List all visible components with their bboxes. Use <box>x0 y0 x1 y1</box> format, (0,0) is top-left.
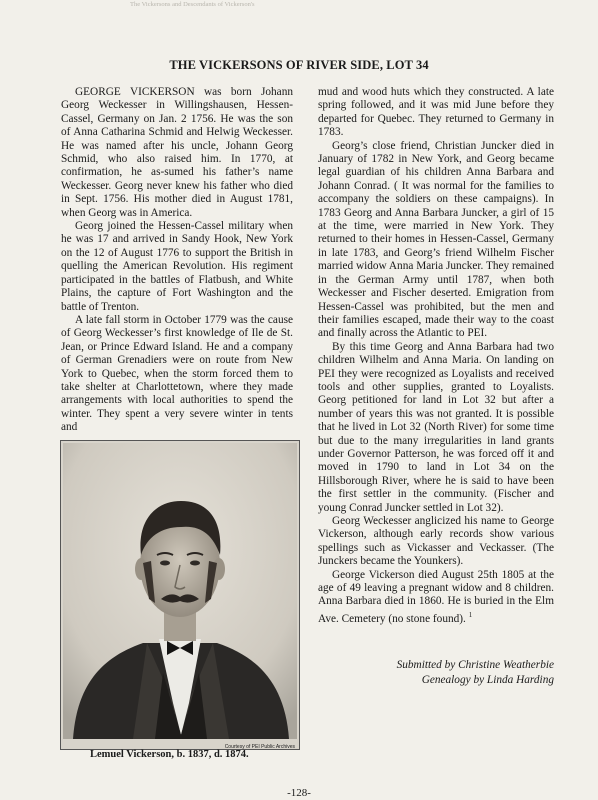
page-number: -128- <box>287 787 311 799</box>
bleed-line: The Vickersons and Descendants of Vickerson's <box>130 1 255 8</box>
portrait-photo <box>60 440 300 750</box>
paragraph: GEORGE VICKERSON was born Johann Georg Weckesser in Willingshausen, Hessen-Cassel, Germany on Jan. 2 1756. He was the son of Anna Catharina Schmid and Helwig Weckesser. He was named after his uncle, Johann Georg Schmid, who also raised him. In 1770, at confirmation, he as-sumed his father’s name Weckesser. Georg never knew his father who died in Sept. 1756. His mother died in August 1781, when Georg was in America. <box>61 86 293 219</box>
paragraph: Georg Weckesser anglicized his name to George Vickerson, although early records show various spellings such as Vickasser and Veckasser. (The Junckers became the Younkers). <box>318 515 554 568</box>
paragraph: Georg’s close friend, Christian Juncker died in January of 1782 in New York, and Georg became legal guardian of his children Anna Barbara and Johann Conrad. ( It was normal for the families to accompany the soldiers on these campaigns). In 1783 Georg and Anna Barbara Juncker, a girl of 15 at the time, were married in New York. They returned to their homes in Hessen-Cassel, Germany in late 1783, and Georg’s friend Wilhelm Fischer married widow Anna Maria Juncker. They remained in the German Army until 1787, when both Weckesser and Fischer deserted. Emigration from Hessen-Cassel was prohibited, but the men and their families escaped, made their way to the coast and finally across the Atlantic to PEI. <box>318 139 555 340</box>
article-title: THE VICKERSONS OF RIVER SIDE, LOT 34 <box>169 58 429 72</box>
paragraph <box>318 569 554 626</box>
photo-caption: Lemuel Vickerson, b. 1837, d. 1874. <box>90 749 249 760</box>
photo-credit: Courtesy of PEI Public Archives <box>224 744 295 750</box>
submitted-by: Submitted by Christine Weatherbie <box>396 659 554 671</box>
paragraph: mud and wood huts which they constructed. A late spring followed, and it was mid June before they departed for Quebec. They returned to Germany in 1783. <box>318 86 554 139</box>
paragraph-text: George Vickerson died August 25th 1805 at the age of 49 leaving a pregnant widow and 8 children. Anna Barbara died in 1860. He is buried in the Elm Ave. Cemetery (no stone found). <box>318 568 554 625</box>
paragraph: A late fall storm in October 1779 was the cause of Georg Weckesser’s first knowledge of Ile de St. Jean, or Prince Edward Island. He and a company of German Grenadiers were on route from New York to Quebec, when the storm forced them to take shelter at Charlottetown, where they made arrangements with local authorities to spend the winter. They spent a very severe winter in tents and <box>61 313 293 434</box>
bleed-through-text <box>130 0 490 40</box>
signature-block <box>318 658 554 687</box>
genealogy-by: Genealogy by Linda Harding <box>421 673 554 686</box>
portrait-image <box>63 443 297 739</box>
right-column <box>318 86 554 626</box>
left-column <box>61 86 293 435</box>
paragraph: By this time Georg and Anna Barbara had two children Wilhelm and Anna Maria. On landing on PEI they were recognized as Loyalists and received tools and other supplies, granted to Loyalists. Georg petitioned for land in Lot 32 but after a number of years this was not granted. It is possible that he lived in Lot 32 (North River) for some time but due to the many irregularities in land grants under Governor Patterson, he was forced off it and moved in 1790 to land in Lot 34 on the Hillsborough River, where he is said to have been the first settler in the community. (Fischer and young Conrad Juncker settled in Lot 32). <box>318 340 554 514</box>
footnote-marker: 1 <box>468 610 473 619</box>
paragraph: Georg joined the Hessen-Cassel military when he was 17 and arrived in Sandy Hook, New York on the 12 of August 1776 to support the British in quelling the American Revolution. His regiment participated in the battles of Flatbush, and White Plains, the capture of Fort Washington and the battle of Trenton. <box>61 220 293 313</box>
